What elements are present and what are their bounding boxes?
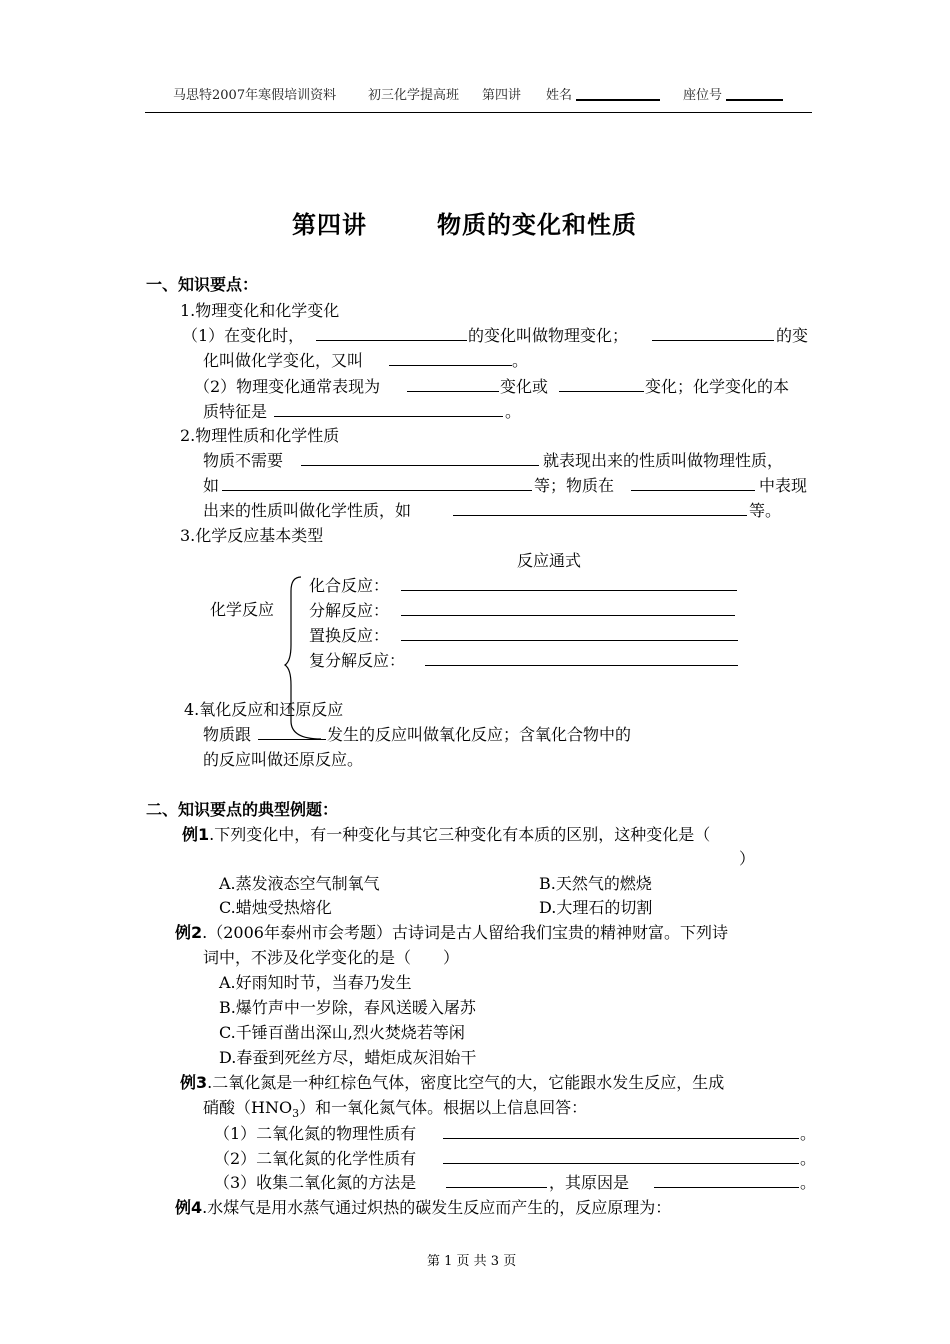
blank-no2-collection[interactable] [446,1187,547,1188]
p1-2d: 质特征是 [203,402,268,421]
example-1 [182,822,710,845]
header-seat-blank[interactable] [726,99,783,101]
p2-f: 出来的性质叫做化学性质，如 [203,501,412,520]
header-seat-label: 座位号 [683,88,723,103]
blank-chemical-condition[interactable] [631,490,755,491]
blank-change-1[interactable] [407,391,499,392]
header-name-blank[interactable] [576,99,660,101]
header-lecture: 第四讲 [482,88,522,103]
header-course: 马思特2007年寒假培训资料 [173,88,337,103]
example-2-text2: 词中，不涉及化学变化的是（ ） [203,948,460,967]
p4-b: 发生的反应叫做氧化反应；含氧化合物中的 [327,725,632,744]
p3-type-combination: 化合反应： [309,576,390,595]
example-3-subscript: 3 [292,1107,300,1121]
example-2-option-c[interactable]: C.千锤百凿出深山,烈火焚烧若等闲 [219,1023,465,1042]
example-3-q1-period: 。 [800,1124,817,1143]
p1-2b: 变化或 [500,377,549,396]
blank-double-decomposition[interactable] [425,665,738,666]
blank-no2-reason[interactable] [654,1187,799,1188]
example-3-q3: （3）收集二氧化氮的方法是 [214,1173,417,1192]
example-3-label: 例3 [180,1073,208,1092]
example-3-q3-period: 。 [800,1173,817,1192]
blank-physical-examples[interactable] [222,490,532,491]
example-3-text2 [203,1095,587,1120]
p3-title: 3.化学反应基本类型 [180,526,324,545]
header-class: 初三化学提高班 [368,88,460,103]
example-3-text2a: 硝酸（HNO [203,1098,293,1117]
p1-2c: 变化；化学变化的本 [645,377,790,396]
page-title-part2: 物质的变化和性质 [437,211,637,239]
blank-physical-prop[interactable] [301,465,539,466]
p1-1e: 。 [512,351,529,370]
header-rule [145,112,812,113]
example-1-label: 例1 [182,825,210,844]
example-1-option-b[interactable]: B.天然气的燃烧 [539,874,652,893]
example-1-text: .下列变化中，有一种变化与其它三种变化有本质的区别，这种变化是（ [209,825,711,844]
example-4 [175,1195,671,1218]
page-title-part1: 第四讲 [292,211,367,239]
p2-title: 2.物理性质和化学性质 [180,426,340,445]
section1-heading: 一、知识要点： [146,275,259,294]
example-3 [180,1070,724,1093]
example-4-text: .水煤气是用水蒸气通过炽热的碳发生反应而产生的，反应原理为： [202,1198,672,1217]
example-2-label: 例2 [175,923,203,942]
p4-a: 物质跟 [203,725,252,744]
p2-c: 如 [203,476,220,495]
blank-no2-chemical[interactable] [443,1163,799,1164]
p2-a: 物质不需要 [203,451,284,470]
p2-b: 就表现出来的性质叫做物理性质， [543,451,784,470]
p4-c: 的反应叫做还原反应。 [203,750,364,769]
blank-chemical-examples[interactable] [453,515,747,516]
blank-oxidation[interactable] [258,739,326,740]
p1-title: 1.物理变化和化学变化 [180,301,340,320]
example-3-q2: （2）二氧化氮的化学性质有 [214,1149,417,1168]
blank-decomposition[interactable] [401,615,735,616]
header-name-label: 姓名 [546,88,573,103]
blank-combination[interactable] [401,590,737,591]
example-3-text1: .二氧化氮是一种红棕色气体，密度比空气的大，它能跟水发生反应，生成 [207,1073,725,1092]
blank-chemical-reaction[interactable] [389,365,512,366]
p3-group-label: 化学反应 [210,600,275,619]
example-2-option-a[interactable]: A.好雨知时节，当春乃发生 [219,973,412,992]
p1-2a: （2）物理变化通常表现为 [194,377,381,396]
example-3-q1: （1）二氧化氮的物理性质有 [214,1124,417,1143]
p4-title: 4.氧化反应和还原反应 [184,700,344,719]
example-3-q2-period: 。 [800,1149,817,1168]
example-2 [175,920,728,943]
example-2-text1: .（2006年泰州市会考题）古诗词是古人留给我们宝贵的精神财富。下列诗 [202,923,728,942]
blank-essence[interactable] [274,416,503,417]
example-1-option-c[interactable]: C.蜡烛受热熔化 [219,898,332,917]
example-2-option-b[interactable]: B.爆竹声中一岁除，春风送暖入屠苏 [219,998,476,1017]
example-1-option-a[interactable]: A.蒸发液态空气制氧气 [219,874,380,893]
p1-1c: 的变 [776,326,809,345]
p2-e: 中表现 [759,476,808,495]
example-3-q3b: ，其原因是 [549,1173,630,1192]
example-2-option-d[interactable]: D.春蚕到死丝方尽，蜡炬成灰泪始干 [219,1048,477,1067]
blank-no2-physical[interactable] [443,1138,799,1139]
p2-d: 等；物质在 [534,476,615,495]
p3-type-double-decomposition: 复分解反应： [309,651,406,670]
p1-1b: 的变化叫做物理变化； [468,326,629,345]
p2-g: 等。 [749,501,782,520]
p1-1a: （1）在变化时， [182,326,305,345]
example-3-text2b: ）和一氧化氮气体。根据以上信息回答： [299,1098,588,1117]
section2-heading: 二、知识要点的典型例题： [146,800,339,819]
blank-physical-change[interactable] [316,340,467,341]
p1-2e: 。 [505,402,522,421]
example-4-label: 例4 [175,1198,203,1217]
blank-chemical-change[interactable] [652,340,774,341]
p3-formula-head: 反应通式 [517,551,582,570]
p3-type-displacement: 置换反应： [309,626,390,645]
p1-1d: 化叫做化学变化，又叫 [203,351,364,370]
example-1-option-d[interactable]: D.大理石的切割 [539,898,653,917]
blank-displacement[interactable] [401,640,738,641]
example-1-close: ） [739,849,756,868]
p3-type-decomposition: 分解反应： [309,601,390,620]
blank-change-2[interactable] [559,391,644,392]
page-footer: 第 1 页 共 3 页 [427,1254,517,1269]
